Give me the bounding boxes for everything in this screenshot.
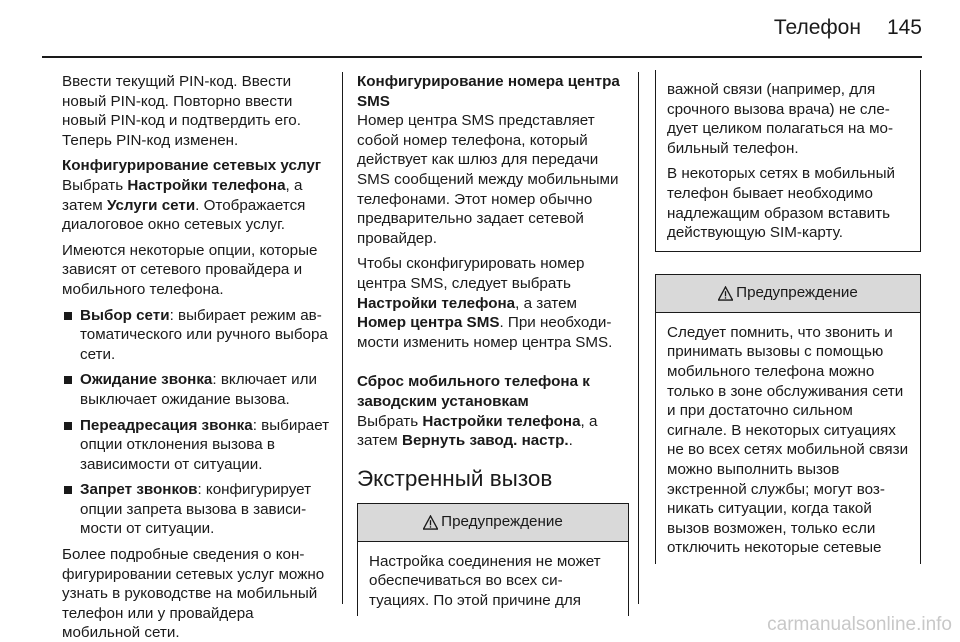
column-3 [655, 72, 921, 564]
column-1 [62, 72, 334, 642]
page-header [774, 16, 922, 40]
warning-text: Настройка соединения не может обеспечиваться во всех ситуациях. По этой причине для [369, 552, 601, 609]
pin-intro-text: Ввести текущий PIN-код. Ввести новый PIN-код. Повторно ввести новый PIN-код и подтвердить его. Теперь PIN-код изменен. [62, 73, 301, 149]
column-2 [357, 72, 629, 616]
warning-continued-text-1: важной связи (например, для срочного вызова врача) не следует целиком полагаться на мобильный телефон. [667, 81, 894, 157]
warning-box-1 [357, 503, 629, 617]
list-item: Ожидание звонка: включает или выключает ожидание вызова. [62, 370, 334, 409]
network-options-paragraph: Имеются некоторые опции, которые зависят от сетевого провайдера и мобильного телефона. [62, 241, 318, 298]
warning-label: Предупреждение [441, 513, 563, 531]
network-services-heading: Конфигурирование сетевых услуг [62, 157, 322, 175]
header-rule [42, 56, 922, 58]
warning-label: Предупреждение [736, 284, 858, 302]
emergency-call-title: Экстренный вызов [357, 465, 553, 491]
sms-center-paragraph-2: Чтобы сконфигурировать номер центра SMS, следует выбрать Настройки телефона, а затем Номер центра SMS. При необходимости изменить номер центра SMS. [357, 255, 613, 351]
factory-reset-heading: Сброс мобильного телефона к заводским установкам [357, 373, 590, 410]
sms-center-paragraph-1: Номер центра SMS представляет собой номер телефона, который действует как шлюз для передачи SMS сообщений между мобильными телефонами. Этот номер обычно предварительно задает сетевой провайдер. [357, 112, 619, 247]
factory-reset-paragraph: Выбрать Настройки телефона, а затем Вернуть завод. настр.. [357, 412, 598, 450]
warning-continued-text-2: В некоторых сетях в мобильный телефон бывает необходимо надлежащим образом вставить действующую SIM-карту. [667, 165, 895, 242]
warning-icon [718, 286, 733, 301]
list-item: Выбор сети: выбирает режим автоматического или ручного выбора сети. [62, 306, 334, 365]
warning-box-2 [655, 274, 921, 564]
network-services-paragraph: Выбрать Настройки телефона, а затем Услуги сети. Отображается диалоговое окно сетевых услуг. [62, 176, 306, 234]
watermark: carmanualsonline.info [767, 614, 952, 635]
network-outro-paragraph: Более подробные сведения о конфигурировании сетевых услуг можно узнать в руководстве на мобильный телефон или у провайдера мобильной сети. [62, 546, 325, 642]
list-item: Запрет звонков: конфигурирует опции запрета вызова в зависимости от ситуации. [62, 480, 334, 539]
warning-icon [423, 515, 438, 530]
sms-center-heading: Конфигурирование номера центра SMS [357, 73, 620, 110]
page-title: Телефон [773, 16, 861, 39]
list-item: Переадресация звонка: выбирает опции отклонения вызова в зависимости от ситуации. [62, 416, 334, 475]
warning-text: Следует помнить, что звонить и принимать вызовы с помощью мобильного телефона можно только в зоне обслуживания сети и при достаточно сильном сигнале. В некоторых ситуациях не во всех сетях мобильной связи можно выполнить вызов экстренной службы; могут возникать ситуации, когда такой вызов возможен, только если отключить некоторые сетевые [667, 323, 909, 557]
warning-header [358, 504, 628, 542]
page-number: 145 [886, 16, 922, 39]
warning-box-continued [655, 70, 921, 252]
warning-header [656, 275, 920, 313]
column-divider-1 [342, 72, 343, 604]
network-options-list [62, 306, 334, 540]
column-divider-2 [638, 72, 639, 604]
